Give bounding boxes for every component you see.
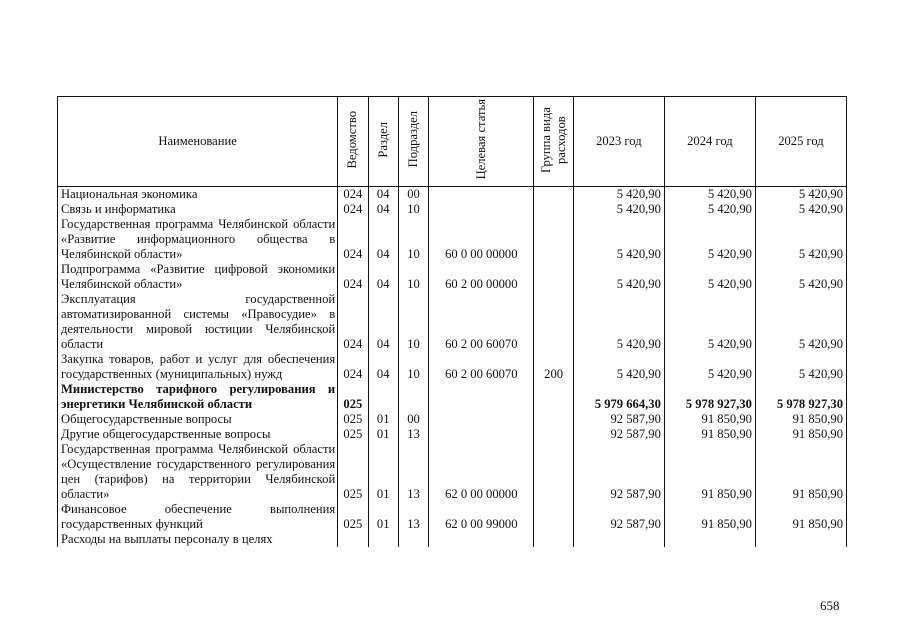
row-2023: 5 420,90 [573,202,664,217]
row-celevaya: 60 2 00 60070 [429,292,534,352]
row-2023: 5 420,90 [573,262,664,292]
table-row [58,427,847,442]
header-name: Наименование [58,97,338,187]
row-gruppa [534,292,573,352]
row-celevaya: 62 0 00 00000 [429,442,534,502]
row-2023: 92 587,90 [573,427,664,442]
row-name: Общегосударственные вопросы [58,412,338,427]
row-razdel: 04 [368,217,398,262]
table-row [58,382,847,412]
row-gruppa [534,262,573,292]
table-row [58,532,847,547]
row-2023: 92 587,90 [573,502,664,532]
row-podrazdel: 10 [398,262,428,292]
row-celevaya [429,202,534,217]
row-2025: 5 420,90 [755,352,846,382]
row-2025: 91 850,90 [755,502,846,532]
row-gruppa [534,442,573,502]
table-header-row [58,97,847,187]
row-vedomstvo: 025 [338,427,368,442]
row-2025: 5 420,90 [755,217,846,262]
row-2025: 5 420,90 [755,202,846,217]
row-2023: 92 587,90 [573,442,664,502]
row-2025: 5 420,90 [755,262,846,292]
row-2023: 5 979 664,30 [573,382,664,412]
table-row [58,217,847,262]
row-vedomstvo: 025 [338,502,368,532]
row-2025: 5 420,90 [755,292,846,352]
row-name: Государственная программа Челябинской области «Осуществление государственного регулирования цен (тарифов) на территории Челябинской области» [58,442,338,502]
row-2023: 5 420,90 [573,217,664,262]
row-name: Расходы на выплаты персоналу в целях [58,532,338,547]
row-vedomstvo: 024 [338,292,368,352]
row-vedomstvo: 024 [338,262,368,292]
row-2025 [755,532,846,547]
row-vedomstvo: 024 [338,202,368,217]
row-podrazdel: 13 [398,502,428,532]
table-row [58,502,847,532]
row-2024: 91 850,90 [664,412,755,427]
row-vedomstvo: 024 [338,187,368,203]
row-name: Подпрограмма «Развитие цифровой экономики Челябинской области» [58,262,338,292]
row-vedomstvo: 024 [338,217,368,262]
row-celevaya: 60 2 00 00000 [429,262,534,292]
row-2023: 5 420,90 [573,292,664,352]
row-gruppa [534,502,573,532]
row-2025: 91 850,90 [755,442,846,502]
row-vedomstvo: 025 [338,382,368,412]
row-2025: 5 420,90 [755,187,846,203]
row-vedomstvo: 025 [338,412,368,427]
row-name: Эксплуатация государственной автоматизированной системы «Правосудие» в деятельности мировой юстиции Челябинской области [58,292,338,352]
row-gruppa [534,382,573,412]
row-name: Финансовое обеспечение выполнения государственных функций [58,502,338,532]
row-podrazdel [398,532,428,547]
table-row [58,187,847,203]
row-2024: 5 978 927,30 [664,382,755,412]
row-podrazdel: 10 [398,292,428,352]
row-razdel: 04 [368,202,398,217]
row-podrazdel: 00 [398,187,428,203]
header-vedomstvo: Ведомство [338,97,368,187]
row-razdel: 01 [368,412,398,427]
row-2025: 91 850,90 [755,427,846,442]
row-2024: 5 420,90 [664,352,755,382]
row-podrazdel: 10 [398,352,428,382]
header-celevaya: Целевая статья [429,97,534,187]
row-2023 [573,532,664,547]
row-gruppa [534,187,573,203]
row-gruppa: 200 [534,352,573,382]
row-vedomstvo: 025 [338,442,368,502]
row-razdel [368,382,398,412]
row-celevaya [429,532,534,547]
row-razdel: 01 [368,442,398,502]
header-gruppa: Группа вида расходов [534,97,573,187]
row-celevaya: 60 2 00 60070 [429,352,534,382]
table-row [58,292,847,352]
row-celevaya: 62 0 00 99000 [429,502,534,532]
row-name: Другие общегосударственные вопросы [58,427,338,442]
row-2024: 5 420,90 [664,217,755,262]
row-celevaya [429,412,534,427]
table-row [58,442,847,502]
header-2025: 2025 год [755,97,846,187]
row-razdel: 04 [368,187,398,203]
row-2024: 91 850,90 [664,502,755,532]
header-podrazdel: Подраздел [398,97,428,187]
row-podrazdel: 00 [398,412,428,427]
row-2024: 5 420,90 [664,187,755,203]
row-podrazdel [398,382,428,412]
header-razdel: Раздел [368,97,398,187]
row-name: Связь и информатика [58,202,338,217]
table-row [58,352,847,382]
row-name: Министерство тарифного регулирования и энергетики Челябинской области [58,382,338,412]
row-razdel [368,532,398,547]
row-2023: 5 420,90 [573,187,664,203]
row-2024 [664,532,755,547]
table-row [58,202,847,217]
table-row [58,412,847,427]
row-gruppa [534,202,573,217]
row-celevaya [429,427,534,442]
row-podrazdel: 10 [398,202,428,217]
row-razdel: 01 [368,502,398,532]
row-2025: 5 978 927,30 [755,382,846,412]
table-body [58,187,847,548]
row-celevaya [429,382,534,412]
row-2024: 91 850,90 [664,427,755,442]
row-gruppa [534,217,573,262]
row-2024: 5 420,90 [664,202,755,217]
row-2025: 91 850,90 [755,412,846,427]
page-number: 658 [820,598,840,613]
row-vedomstvo: 024 [338,352,368,382]
row-razdel: 01 [368,427,398,442]
budget-table [57,96,847,547]
row-name: Государственная программа Челябинской области «Развитие информационного общества в Челябинской области» [58,217,338,262]
row-podrazdel: 10 [398,217,428,262]
table-row [58,262,847,292]
header-2024: 2024 год [664,97,755,187]
row-podrazdel: 13 [398,442,428,502]
row-gruppa [534,412,573,427]
row-podrazdel: 13 [398,427,428,442]
row-2024: 91 850,90 [664,442,755,502]
row-razdel: 04 [368,262,398,292]
row-2023: 92 587,90 [573,412,664,427]
row-celevaya: 60 0 00 00000 [429,217,534,262]
row-gruppa [534,427,573,442]
row-vedomstvo [338,532,368,547]
row-2023: 5 420,90 [573,352,664,382]
row-razdel: 04 [368,352,398,382]
row-2024: 5 420,90 [664,292,755,352]
row-name: Закупка товаров, работ и услуг для обеспечения государственных (муниципальных) нужд [58,352,338,382]
row-2024: 5 420,90 [664,262,755,292]
row-celevaya [429,187,534,203]
header-2023: 2023 год [573,97,664,187]
row-gruppa [534,532,573,547]
row-name: Национальная экономика [58,187,338,203]
row-razdel: 04 [368,292,398,352]
